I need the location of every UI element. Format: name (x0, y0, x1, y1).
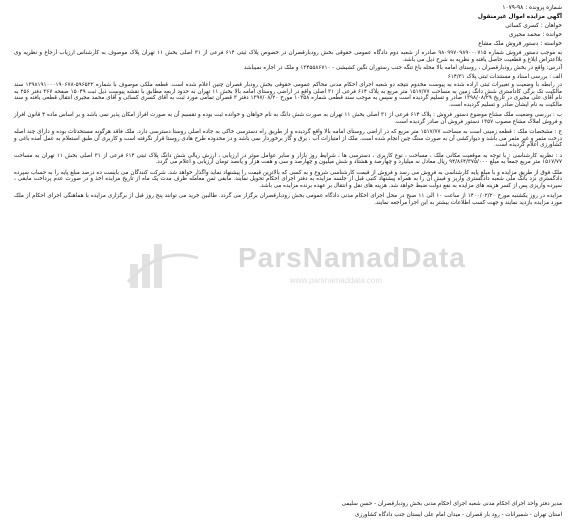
section-a-heading: الف : بررسی اسناد و مستندات ثبتی پلاک ۶۱۴/۳۱ (447, 73, 562, 80)
defendant-line (14, 32, 562, 39)
order-line (14, 41, 562, 48)
section-d-paragraph: د : نظریه کارشناسی : با توجه به موقعیت مکانی ملک ، مساحت ، نوع کاربری ، دسترسی ها ، شرایط روز بازار و سایر عوامل موثر در ارزیابی ، ارزش ریالی شش دانگ پلاک ثبتی ۶۱۴ فرعی از ۳۱ اصلی بخش ۱۱ تهران به مساحت ۱۵۱۷/۷۷ متر مربع جمعاً به مبلغ ۹۴/۸۶۴/۳۷۵/۰۰۰ ریال معادل نه میلیارد و چهارصد و هشتاد و شش میلیون و چهارصد و سی و هفت هزار و پانصد تومان ارزیابی و اعلام می گردد. (14, 152, 562, 165)
office-address: استان تهران - شمیرانات - رود بار قصران - میدان امام علی ایستان جنب دادگاه کشاورزی (354, 512, 562, 518)
claimant-name: کسری کسائی (505, 23, 539, 29)
order-label: خواسته : (540, 41, 562, 47)
notice-title: آگهی مزایده اموال غیرمنقول (477, 14, 562, 20)
case-number-line (14, 5, 562, 12)
claimant-line (14, 23, 562, 30)
defendant-label: خوانده : (542, 32, 562, 38)
section-b-paragraph: ب : بررسی وضعیت ملک مشاع موضوع دستور فروش : پلاک ۶۱۴ فرعی از ۳۱ اصلی بخش ۱۱ تهران به صورت شش دانگ به نام خواهان و خوانده ثبت بوده و تقسیم آن به صورت افراز امکان پذیر نمی باشد و بر اساس ماده ۴ قانون افراز و فروش املاک مشاع مصوب ۱۳۵۷ دستور فروش آن صادر گردیده است. (14, 112, 563, 125)
defendant-name: محمد مجیری (508, 32, 541, 38)
signature-line: مدیر دفتر واحد اجرای احکام مدنی شعبه اجرای احکام مدنی بخش رودبارقصران - حسن سلیمی (341, 501, 562, 507)
footer (14, 501, 562, 519)
address-paragraph: آدرس: واقع در بخش رودبارقصران ، روستای امامه بالا محله باغ تنگه جنب رستوران نگین کشیشی - ۱۳۴۵۵۸۶۷۱۰ و ملک در اجاره نمیباشد (243, 65, 562, 71)
registration-paragraph: در رابطه با وضعیت و تغییرات ثبتی اراده شده به پیوست مخدوم نتیجه دو شعبه اجرای احکام مدنی محاکم عمومی حقوقی بخش رودبار قصران چنین اعلام شده است. قطعه ملکی موصوف با شماره ۵۹۶۵۲۲-۱۳۹۸۱۹۱۰۰۰۱۹۰۶۷۸ سند مالکیت تک برگی کاداستری شش دانگ زمین به مساحت ۱۵۱۷/۷۷ متر مربع به پلاک ۶۱۴ فرعی از ۳۱ اصلی واقع در اراضی روستای امامه بالا بخش ۱۱ تهران به حدود اربعه مطابق با نقشه پیوست ذیل ثبت ۱۵۰۴۹ صفحه ۳۶۷ دفتر ۲۵۶ به نام آقای علی مجیری در تاریخ ۱۳۹۸/۰۸/۲۹ صادر و تسلیم گردیده است و سپس به موجب سند قطعی شماره ۱۰۳۵۸ مورخ ۱۳۹۷/۰۸/۲۰ دفتر ۳ قصران تمامی مورد ثبت به آقای کسری کسائی و آقای محمد مجیری انتقال قطعی یافته و سند مالکیت به نام ایشان صادر و تسلیم گردیده است. (14, 82, 563, 108)
section-c-paragraph: ج : مشخصات ملک : قطعه زمینی است به مساحت ۱۵۱۷/۷۷ متر مربع که در اراضی روستای امامه بالا واقع گردیده و از طریق راه دسترسی خاکی به جاده اصلی روستا دسترسی دارد. ملک فاقد هرگونه مستحدثات بوده و دارای چند اصله درخت مثمر و غیر مثمر می باشد و دیوارکشی آن به صورت سنگ چین انجام شده است. ملک از امتیازات آب ، برق و گاز برخوردار نمی باشد و در محدوده طرح هادی روستا قرار نگرفته است و کاربری آن طبق استعلام به عمل آمده باغی و کشاورزی اعلام گردیده است. (14, 129, 562, 148)
order-text: دستور فروش ملک مشاع (478, 41, 539, 47)
claimant-label: خواهان : (540, 23, 562, 29)
intro-paragraph: به موجب دستور فروش شماره ۹۸۰۹۹۷۰۹۸۹۰۰۰۷۱۵ صادره از شعبه دوم دادگاه عمومی حقوقی بخش رودبارقصران در خصوص پلاک ثبتی ۶۱۴ فرعی از ۳۱ اصلی بخش ۱۱ تهران پلاک موصوف به کارشناس ارزیاب ارجاع و نظریه وی بلااعتراض ابلاغ و قطعیت حاصل یافته و نظریه به شرح ذیل می باشد. (14, 50, 563, 63)
auction-terms-paragraph: ملک فوق از طریق مزایده و با مبلغ پایه کارشناسی به فروش می رسد و فروش از قیمت کارشناسی شروع و به کسی که بالاترین قیمت را پیشنهاد نماید واگذار خواهد شد. شرکت کنندگان می بایست ده درصد مبلغ پایه را به حساب سپرده دادگستری نزد بانک ملی شعبه دادگستری واریز و فیش آن را به همراه پیشنهاد کتبی قبل از جلسه مزایده به دفتر اجرای احکام تحویل نمایند. مابقی ثمن معامله ظرف مدت یک ماه از تاریخ مزایده اخذ و در صورت عدم پرداخت مابقی ، سپرده واریزی پس از کسر هزینه های مزایده به نفع دولت ضبط خواهد شد. هزینه های نقل و انتقال بر عهده برنده مزایده می باشد. (14, 169, 562, 189)
case-number: ۹۸-۱۰۷۹ (502, 5, 524, 11)
watermark-url: www.parsnamaddata.com (290, 276, 383, 285)
case-number-label: شماره پرونده : (525, 5, 562, 11)
auction-date-paragraph: مزایده در روز یکشنبه مورخ ۱۴۰۰/۰۲/۲۰ از ساعت ۱۰ الی ۱۱ صبح در محل اجرای احکام مدنی دادگاه عمومی بخش رودبارقصران برگزار می گردد. طالبین خرید می توانند پنج روز قبل از برگزاری مزایده با هماهنگی اجرای احکام از ملک مورد مزایده بازدید نمایند و جهت کسب اطلاعات بیشتر به این اجرا مراجعه نمایند. (14, 193, 562, 206)
watermark-text: ParsNamadData (238, 242, 466, 273)
